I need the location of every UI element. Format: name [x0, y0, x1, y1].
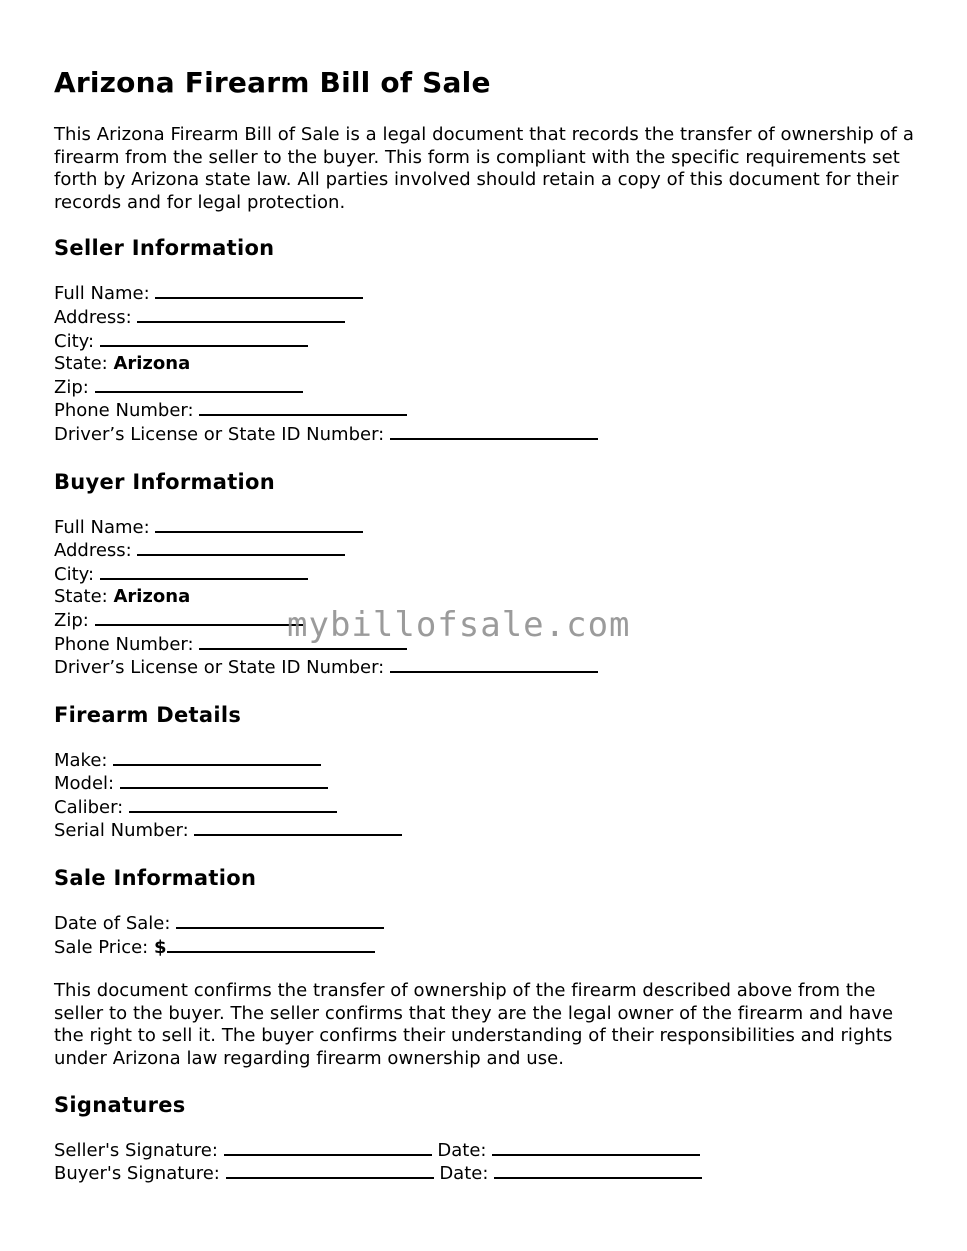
seller-license-blank[interactable] — [390, 423, 598, 440]
seller-full-name-blank[interactable] — [155, 282, 363, 299]
buyer-license-label: Driver’s License or State ID Number: — [54, 657, 385, 679]
buyer-city-row — [54, 563, 924, 587]
watermark: mybillofsale.com — [287, 605, 631, 645]
firearm-serial-label: Serial Number: — [54, 820, 189, 842]
buyer-signature-date-label: Date: — [439, 1163, 489, 1185]
seller-state-row — [54, 353, 924, 376]
seller-zip-blank[interactable] — [95, 376, 303, 393]
seller-zip-row — [54, 376, 924, 400]
buyer-address-blank[interactable] — [137, 539, 345, 556]
buyer-address-label: Address: — [54, 540, 132, 562]
buyer-signature-blank[interactable] — [226, 1162, 434, 1179]
buyer-heading: Buyer Information — [54, 469, 276, 494]
firearm-model-label: Model: — [54, 773, 115, 795]
seller-phone-blank[interactable] — [199, 399, 407, 416]
firearm-caliber-blank[interactable] — [129, 796, 337, 813]
seller-signature-label: Seller's Signature: — [54, 1139, 218, 1161]
seller-heading: Seller Information — [54, 236, 275, 261]
buyer-license-blank[interactable] — [390, 656, 598, 673]
seller-city-row — [54, 330, 924, 354]
buyer-full-name-row — [54, 516, 924, 540]
buyer-fields — [54, 516, 924, 680]
seller-license-label: Driver’s License or State ID Number: — [54, 423, 385, 445]
signatures-heading: Signatures — [54, 1092, 186, 1117]
sale-price-row — [54, 936, 924, 960]
buyer-city-blank[interactable] — [100, 563, 308, 580]
seller-phone-row — [54, 399, 924, 423]
sale-fields — [54, 912, 924, 959]
buyer-signature-date-blank[interactable] — [494, 1162, 702, 1179]
seller-license-row — [54, 423, 924, 447]
firearm-make-label: Make: — [54, 749, 108, 771]
firearm-model-row — [54, 772, 924, 796]
seller-address-row — [54, 306, 924, 330]
firearm-make-row — [54, 749, 924, 773]
buyer-city-label: City: — [54, 563, 95, 585]
seller-city-blank[interactable] — [100, 330, 308, 347]
intro-paragraph: This Arizona Firearm Bill of Sale is a legal document that records the transfer of ownership of a firearm from the seller to the buyer. This form is compliant with the specific requirements set forth by Arizona state law. All parties involved should retain a copy of this document for their records and for legal protection. — [54, 124, 914, 213]
buyer-signature-label: Buyer's Signature: — [54, 1163, 220, 1185]
firearm-serial-blank[interactable] — [194, 819, 402, 836]
confirmation-paragraph: This document confirms the transfer of ownership of the firearm described above from the seller to the buyer. The seller confirms that they are the legal owner of the firearm and have the right to sell it. The buyer confirms their understanding of their responsibilities and rights under Arizona law regarding firearm ownership and use. — [54, 980, 894, 1070]
buyer-license-row — [54, 656, 924, 680]
buyer-full-name-blank[interactable] — [155, 516, 363, 533]
seller-signature-date-blank[interactable] — [492, 1139, 700, 1156]
page-title: Arizona Firearm Bill of Sale — [54, 66, 491, 99]
seller-phone-label: Phone Number: — [54, 400, 194, 422]
firearm-model-blank[interactable] — [120, 772, 328, 789]
sale-date-label: Date of Sale: — [54, 913, 171, 935]
sale-price-blank[interactable] — [167, 936, 375, 953]
seller-state-label: State: — [54, 353, 108, 375]
seller-signature-blank[interactable] — [224, 1139, 432, 1156]
buyer-address-row — [54, 539, 924, 563]
seller-address-blank[interactable] — [137, 306, 345, 323]
seller-zip-label: Zip: — [54, 376, 89, 398]
firearm-fields — [54, 749, 924, 843]
firearm-caliber-label: Caliber: — [54, 796, 124, 818]
seller-full-name-label: Full Name: — [54, 283, 150, 305]
firearm-make-blank[interactable] — [113, 749, 321, 766]
sale-price-label: Sale Price: — [54, 936, 149, 958]
seller-signature-date-label: Date: — [437, 1139, 487, 1161]
sale-price-currency: $ — [153, 936, 167, 958]
buyer-full-name-label: Full Name: — [54, 516, 150, 538]
buyer-signature-row — [54, 1162, 924, 1186]
buyer-zip-blank[interactable] — [95, 609, 303, 626]
seller-full-name-row — [54, 282, 924, 306]
buyer-zip-label: Zip: — [54, 609, 89, 631]
seller-city-label: City: — [54, 330, 95, 352]
seller-state-value: Arizona — [113, 353, 191, 375]
firearm-heading: Firearm Details — [54, 702, 242, 727]
buyer-state-label: State: — [54, 586, 108, 608]
firearm-serial-row — [54, 819, 924, 843]
firearm-caliber-row — [54, 796, 924, 820]
seller-signature-row — [54, 1139, 924, 1163]
buyer-state-value: Arizona — [113, 586, 191, 608]
seller-fields — [54, 282, 924, 446]
sale-date-row — [54, 912, 924, 936]
signature-fields — [54, 1139, 924, 1186]
buyer-phone-label: Phone Number: — [54, 633, 194, 655]
seller-address-label: Address: — [54, 306, 132, 328]
sale-heading: Sale Information — [54, 866, 257, 891]
sale-date-blank[interactable] — [176, 912, 384, 929]
